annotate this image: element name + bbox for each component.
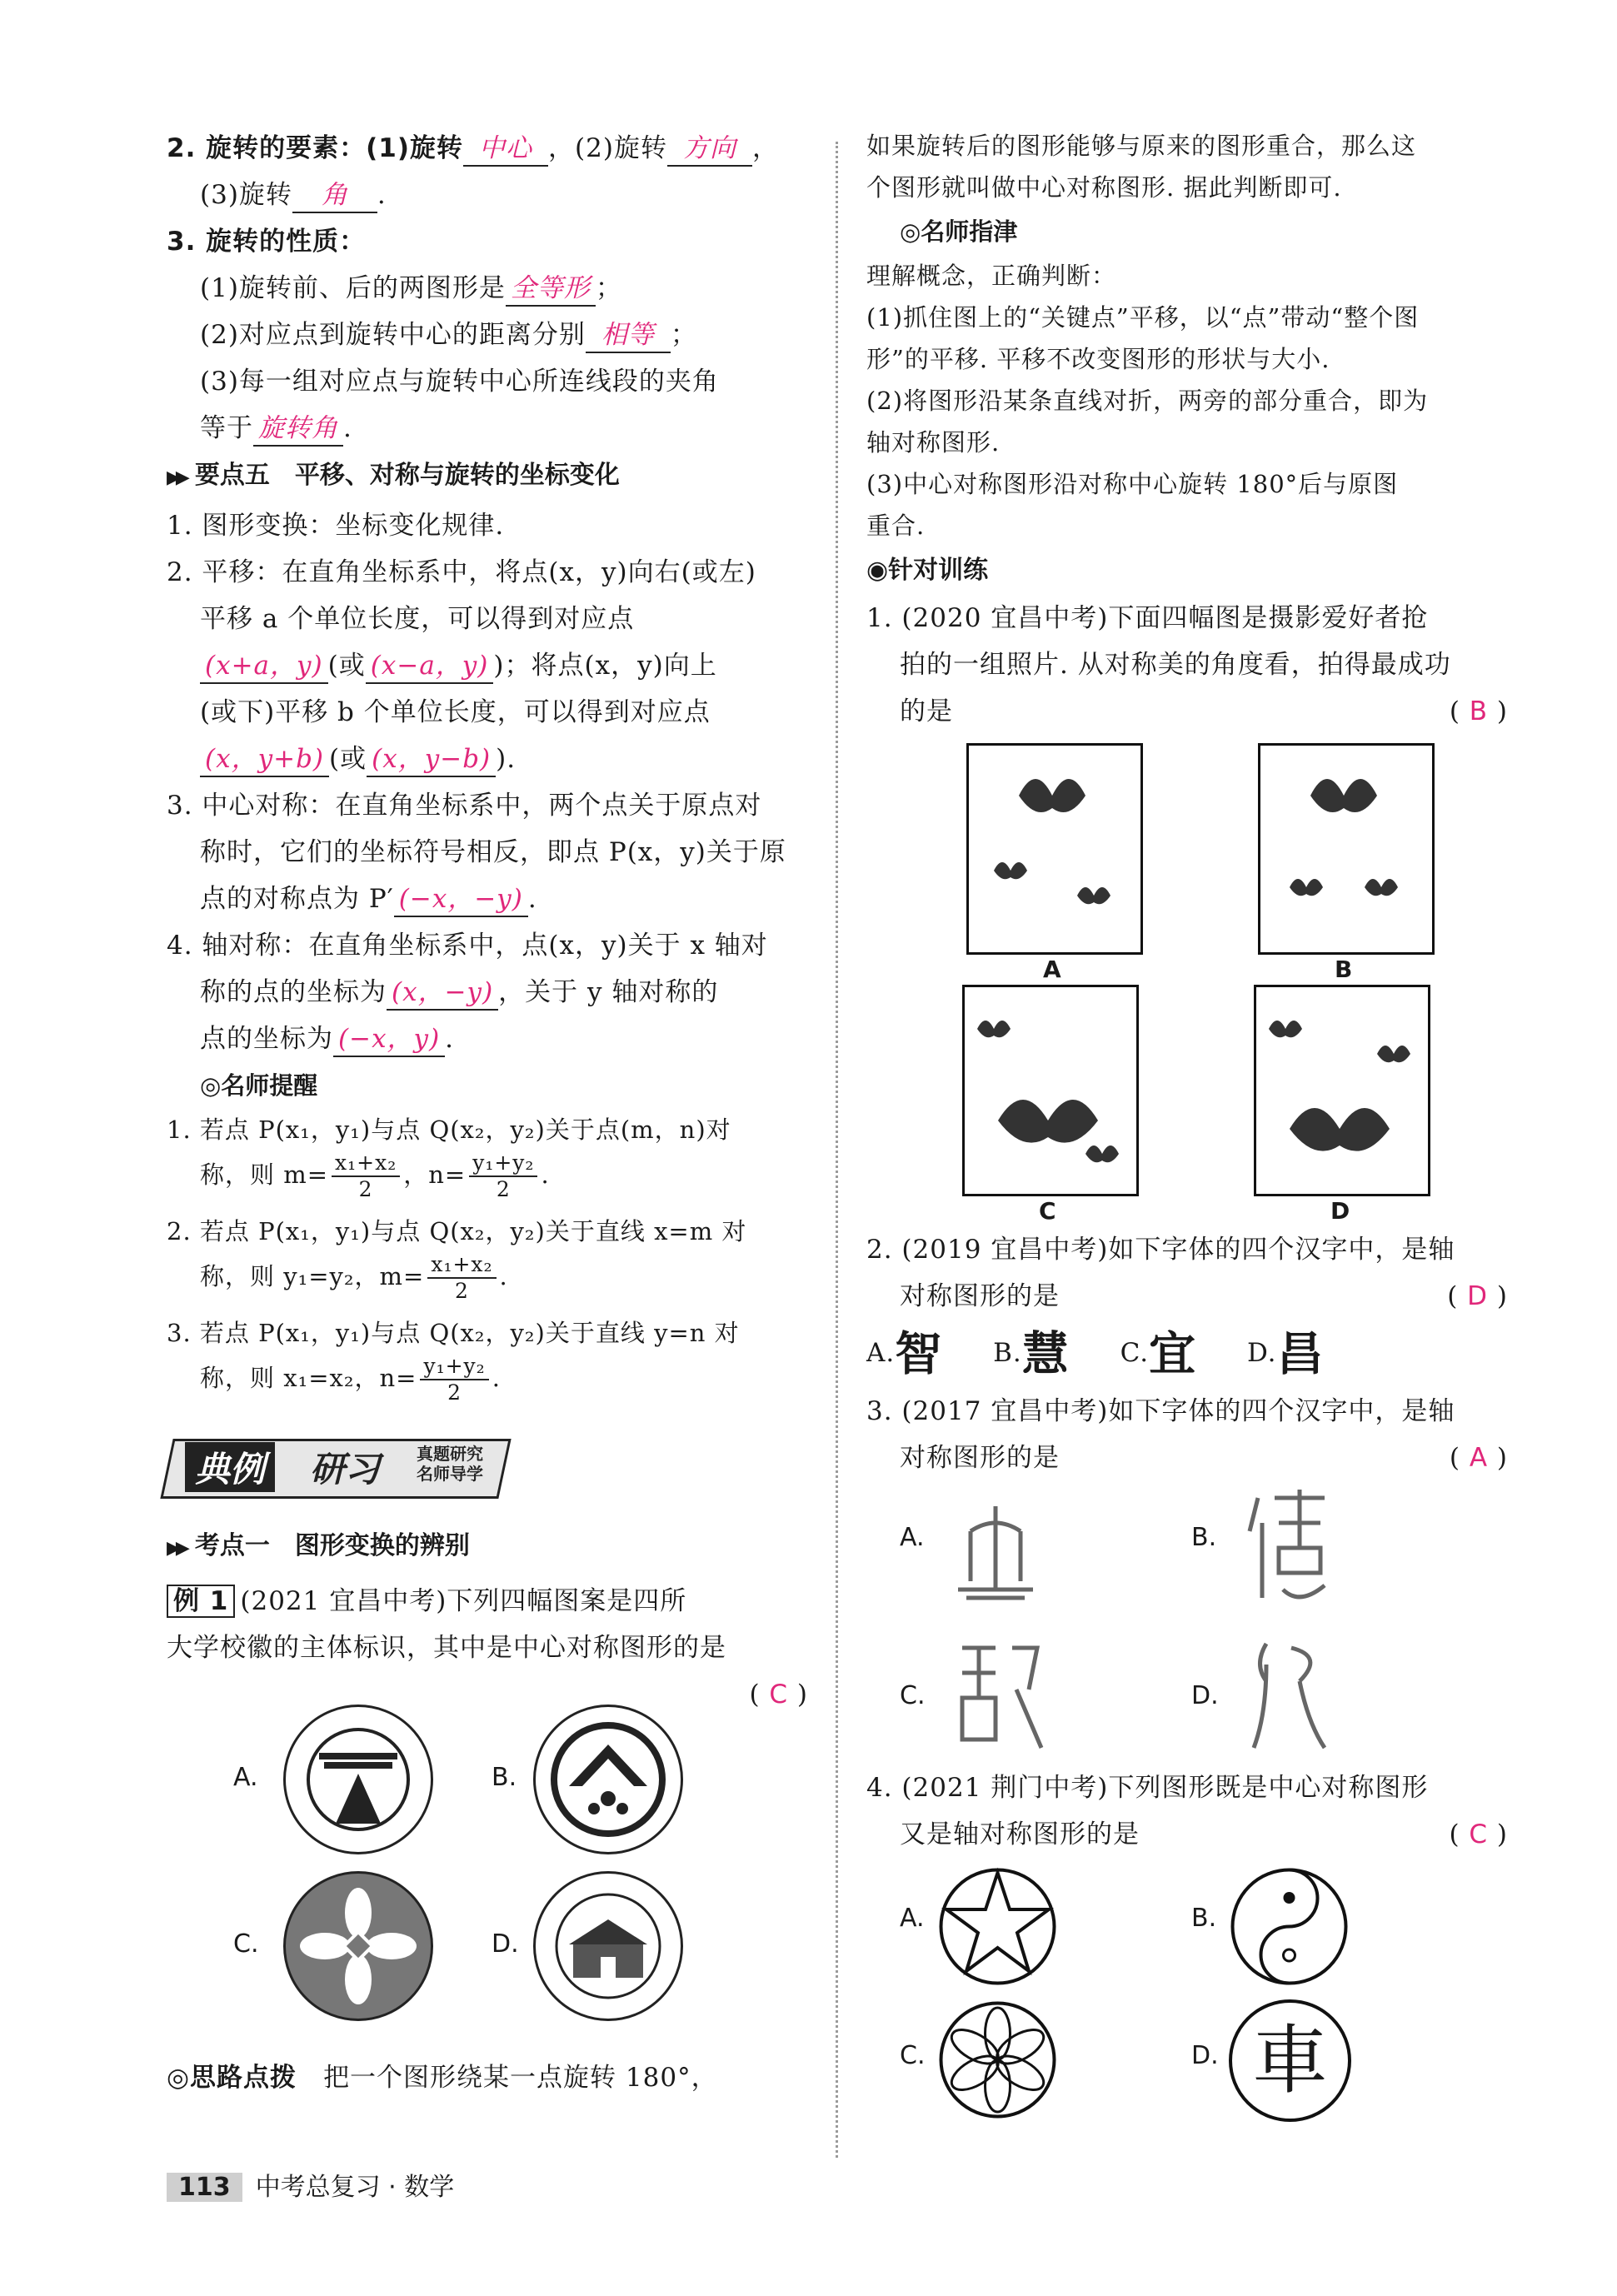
text: 称，则 m= xyxy=(200,1160,329,1189)
tip-3-formula: 称，则 x₁=x₂，n= $\frac{\text{y₁+y₂}}{2}$ . xyxy=(200,1354,501,1405)
answer: A xyxy=(1469,1442,1489,1473)
question-1: 1. (2020 宜昌中考)下面四幅图是摄影爱好者抢 xyxy=(866,603,1429,633)
translation-line-3 xyxy=(167,642,808,689)
seal-character-c-icon xyxy=(950,1631,1050,1756)
text: (3)旋转 xyxy=(200,180,292,210)
rotation-properties-heading: 3. 旋转的性质： xyxy=(167,227,367,257)
example-line-2: 大学校徽的主体标识，其中是中心对称图形的是 xyxy=(167,1633,726,1663)
fraction xyxy=(427,1252,496,1304)
flower-of-life-icon xyxy=(937,1999,1058,2120)
denominator: 2 xyxy=(496,1177,511,1201)
axial-symmetry-line: 4. 轴对称：在直角坐标系中，点(x，y)关于 x 轴对 xyxy=(167,931,768,961)
option-label: B. xyxy=(993,1338,1022,1368)
text: 的是 xyxy=(900,696,953,726)
answer-paren: ( A ) xyxy=(1449,1442,1508,1473)
answer-blank: 全等形 xyxy=(506,272,596,307)
option-label: C. xyxy=(900,2040,926,2070)
yin-yang-icon xyxy=(1229,1866,1350,1987)
option-label: A. xyxy=(900,1903,925,1933)
answer-blank: (−x，y) xyxy=(333,1022,445,1057)
example-tag: 例 1 xyxy=(167,1585,235,1618)
text: (2)对应点到旋转中心的距离分别 xyxy=(200,320,586,350)
answer-blank: (x，y−b) xyxy=(367,742,496,777)
option-label: B. xyxy=(492,1763,517,1792)
question-4: 4. (2021 荆门中考)下列图形既是中心对称图形 xyxy=(866,1772,1429,1803)
fraction xyxy=(469,1150,537,1202)
shape-options xyxy=(866,1866,1508,2133)
text: 真题研究 xyxy=(417,1444,483,1464)
option-label: B. xyxy=(1191,1522,1217,1552)
logo-b xyxy=(533,1705,683,1854)
option-label: D xyxy=(1330,1197,1350,1225)
numerator: x₁+x₂ xyxy=(332,1150,400,1177)
option-label: C. xyxy=(900,1680,926,1710)
property-3: (3)每一组对应点与旋转中心所连线段的夹角 xyxy=(200,367,719,397)
seal-character-b-icon xyxy=(1241,1481,1333,1606)
tip-2-formula: 称，则 y₁=y₂，m= $\frac{\text{x₁+x₂}}{2}$ . xyxy=(200,1252,508,1303)
butterfly-icon xyxy=(1260,746,1432,952)
seal-script-options xyxy=(866,1481,1508,1764)
hint-cont-line-2: 个图形就叫做中心对称图形. 据此判断即可. xyxy=(866,173,1342,202)
answer-blank: (x，−y) xyxy=(387,976,498,1011)
arrow-icon: ▶▶ xyxy=(167,1538,185,1559)
left-column xyxy=(167,125,808,2101)
guide-line: (3)中心对称图形沿对称中心旋转 180°后与原图 xyxy=(866,470,1399,498)
option-label: B xyxy=(1335,956,1353,983)
butterfly-photo-b xyxy=(1258,743,1435,955)
footer-title: 中考总复习 · 数学 xyxy=(255,2173,455,2202)
numerator: y₁+y₂ xyxy=(420,1354,488,1380)
hint-title: ◎思路点拨 xyxy=(167,2063,297,2093)
banner-title-2: 研习 xyxy=(310,1449,381,1490)
tip-3: 3. 若点 P(x₁，y₁)与点 Q(x₂，y₂)关于直线 y=n 对 xyxy=(167,1319,740,1347)
fraction xyxy=(332,1150,400,1202)
option-label: A xyxy=(1043,956,1061,983)
fraction xyxy=(420,1354,488,1405)
text: 对称图形的是 xyxy=(900,1442,1060,1473)
answer-blank: (x−a，y) xyxy=(366,649,494,684)
training-heading: ◉针对训练 xyxy=(866,556,989,585)
answer: C xyxy=(1469,1819,1489,1849)
answer-blank: 相等 xyxy=(586,318,671,353)
translation-line-2: 平移 a 个单位长度，可以得到对应点 xyxy=(200,604,635,634)
denominator: 2 xyxy=(447,1380,462,1405)
axial-symmetry-line-3: 点的坐标为 (−x，y) . xyxy=(167,1016,808,1062)
star-in-circle-icon xyxy=(937,1866,1058,1987)
page-footer xyxy=(167,2166,454,2203)
option-label: D. xyxy=(1191,2040,1219,2070)
text: 又是轴对称图形的是 xyxy=(900,1819,1140,1849)
option-label: C. xyxy=(233,1929,259,1959)
building-logo-icon xyxy=(536,1874,681,2019)
option-char: 慧 xyxy=(1021,1326,1070,1382)
option-char: 昌 xyxy=(1276,1326,1325,1382)
guide-line: (1)抓住图上的“关键点”平移，以“点”带动“整个图 xyxy=(866,303,1420,332)
option-label: C. xyxy=(1120,1338,1150,1368)
guide-line: (2)将图形沿某条直线对折，两旁的部分重合，即为 xyxy=(866,387,1429,415)
text: 要点五 平移、对称与旋转的坐标变化 xyxy=(194,461,620,490)
option-char: 智 xyxy=(895,1326,943,1382)
central-symmetry-line: 3. 中心对称：在直角坐标系中，两个点关于原点对 xyxy=(167,791,762,821)
butterfly-photo-a xyxy=(966,743,1143,955)
answer-blank: 角 xyxy=(292,178,377,213)
text: 等于 xyxy=(200,413,253,443)
tip-1: 1. 若点 P(x₁，y₁)与点 Q(x₂，y₂)关于点(m，n)对 xyxy=(167,1116,731,1144)
option-label: D. xyxy=(1246,1338,1277,1368)
section-banner xyxy=(167,1422,808,1514)
column-divider xyxy=(836,142,838,2158)
logo-a xyxy=(283,1705,433,1854)
logo-options-row-1 xyxy=(167,1705,808,1871)
answer: B xyxy=(1469,696,1489,726)
option-label: C xyxy=(1039,1197,1056,1225)
guide-line: 理解概念，正确判断： xyxy=(866,262,1117,290)
denominator: 2 xyxy=(358,1177,373,1201)
hint-cont-line: 如果旋转后的图形能够与原来的图形重合，那么这 xyxy=(866,132,1417,160)
answer-blank: (x+a，y) xyxy=(200,649,328,684)
tip-2: 2. 若点 P(x₁，y₁)与点 Q(x₂，y₂)关于直线 x=m 对 xyxy=(167,1217,747,1245)
text: ). xyxy=(496,744,517,774)
answer-paren: ( C ) xyxy=(1449,1819,1508,1849)
page-number: 113 xyxy=(167,2173,242,2202)
translation-line-4: (或下)平移 b 个单位长度，可以得到对应点 xyxy=(200,697,711,727)
rotation-elements-line: 2. 旋转的要素：(1)旋转 中心 ，(2)旋转 方向 ， xyxy=(167,125,808,172)
text: 把一个图形绕某一点旋转 180°， xyxy=(323,2063,718,2093)
text: (2021 宜昌中考)下列四幅图案是四所 xyxy=(240,1586,687,1616)
butterfly-icon xyxy=(1256,987,1428,1194)
butterfly-photo-c xyxy=(962,985,1139,1196)
text: 点的坐标为 xyxy=(200,1024,333,1054)
che-character-circle: 車 xyxy=(1229,1999,1351,2122)
tips-heading: ◎名师提醒 xyxy=(200,1071,318,1100)
hint-line xyxy=(167,2054,808,2101)
answer-paren: ( B ) xyxy=(1449,696,1508,726)
text: 点的对称点为 P′ xyxy=(200,884,394,914)
option-label: B. xyxy=(1191,1903,1217,1933)
flower-logo-icon xyxy=(286,1874,431,2019)
question-2-options xyxy=(866,1320,1508,1388)
option-label: D. xyxy=(492,1929,519,1959)
banner-title-1: 典例 xyxy=(185,1442,275,1492)
guide-line: 形”的平移. 平移不改变图形的形状与大小. xyxy=(866,345,1330,373)
text: ，n= xyxy=(403,1160,467,1189)
translation-line-5 xyxy=(167,736,808,782)
question-1-line-2: 拍的一组照片. 从对称美的角度看，拍得最成功 xyxy=(900,650,1451,680)
numerator: x₁+x₂ xyxy=(427,1252,496,1279)
option-label: A. xyxy=(900,1522,925,1552)
text: (1)旋转前、后的两图形是 xyxy=(200,273,506,303)
text: 名师导学 xyxy=(417,1464,483,1484)
question-3-line-2 xyxy=(866,1435,1508,1481)
guide-line: 重合. xyxy=(866,512,926,540)
logo-d xyxy=(533,1871,683,2021)
question-2: 2. (2019 宜昌中考)如下字体的四个汉字中，是轴 xyxy=(866,1235,1455,1265)
butterfly-options xyxy=(866,735,1508,1226)
banner-subtitle xyxy=(417,1444,483,1484)
butterfly-photo-d xyxy=(1254,985,1430,1196)
text: 称，则 x₁=x₂，n= xyxy=(200,1364,417,1392)
answer-paren: ( C ) xyxy=(749,1680,808,1710)
guide-line: 轴对称图形. xyxy=(866,428,1001,457)
translation-line: 2. 平移：在直角坐标系中，将点(x，y)向右(或左) xyxy=(167,557,756,587)
text: )；将点(x，y)向上 xyxy=(493,651,717,681)
seal-character-a-icon xyxy=(950,1498,1041,1606)
question-4-line-2 xyxy=(866,1811,1508,1858)
option-label: A. xyxy=(866,1338,896,1368)
central-symmetry-line-2: 称时，它们的坐标符号相反，即点 P(x，y)关于原 xyxy=(200,837,786,867)
text: 考点一 图形变换的辨别 xyxy=(194,1531,470,1560)
example-line xyxy=(167,1578,808,1625)
option-label: D. xyxy=(1191,1680,1219,1710)
question-3: 3. (2017 宜昌中考)如下字体的四个汉字中，是轴 xyxy=(866,1395,1455,1426)
transform-line xyxy=(167,502,808,549)
axial-symmetry-line-2 xyxy=(167,969,808,1016)
logo-options-row-2 xyxy=(167,1871,808,2038)
text: ，关于 y 轴对称的 xyxy=(498,977,719,1007)
section-heading xyxy=(167,452,808,502)
guide-heading: ◎名师指津 xyxy=(900,217,1018,246)
logo-c xyxy=(283,1871,433,2021)
property-1: (1)旋转前、后的两图形是 全等形 ； xyxy=(167,265,808,312)
answer-paren: ( D ) xyxy=(1447,1281,1508,1311)
text: 称的点的坐标为 xyxy=(200,977,387,1007)
butterfly-icon xyxy=(965,987,1136,1194)
denominator: 2 xyxy=(454,1279,469,1303)
central-symmetry-line-3: 点的对称点为 P′ (−x，−y) . xyxy=(167,876,808,922)
answer-blank: (x，y+b) xyxy=(200,742,329,777)
text: 对称图形的是 xyxy=(900,1281,1060,1311)
option-label: A. xyxy=(233,1763,258,1792)
property-3-cont: 等于 旋转角 . xyxy=(167,405,808,452)
answer-blank: 方向 xyxy=(667,132,752,167)
university-logo-a-icon xyxy=(286,1707,431,1852)
tip-1-formula: 称，则 m= $\frac{\text{x₁+x₂}}{2}$ ，n= $\frac{\text{y₁+y₂}}{2}$ . xyxy=(200,1150,550,1201)
numerator: y₁+y₂ xyxy=(469,1150,537,1177)
seal-character-d-icon xyxy=(1241,1631,1333,1756)
text: (或 xyxy=(327,651,366,681)
text: ，(2)旋转 xyxy=(548,133,667,163)
text: 称，则 y₁=y₂，m= xyxy=(200,1262,425,1290)
text: 2. 旋转的要素：(1)旋转 xyxy=(167,133,464,163)
answer-blank: 旋转角 xyxy=(253,412,343,447)
answer: D xyxy=(1467,1281,1489,1311)
answer-blank: 中心 xyxy=(463,132,548,167)
answer-blank: (−x，−y) xyxy=(394,882,528,917)
rotation-elements-line-2: (3)旋转 角 . xyxy=(167,172,808,218)
property-2: (2)对应点到旋转中心的距离分别 相等 ； xyxy=(167,312,808,358)
arrow-icon: ▶▶ xyxy=(167,467,185,488)
text: (或 xyxy=(329,744,367,774)
option-char: 宜 xyxy=(1149,1326,1197,1382)
key-point-heading xyxy=(167,1522,808,1573)
question-1-line-3 xyxy=(866,688,1508,735)
text: 1. 图形变换：坐标变化规律. xyxy=(167,511,505,541)
answer: C xyxy=(769,1680,789,1710)
question-2-line-2 xyxy=(866,1273,1508,1320)
university-logo-b-icon xyxy=(536,1707,681,1852)
right-column xyxy=(866,125,1508,2133)
butterfly-icon xyxy=(969,746,1140,952)
